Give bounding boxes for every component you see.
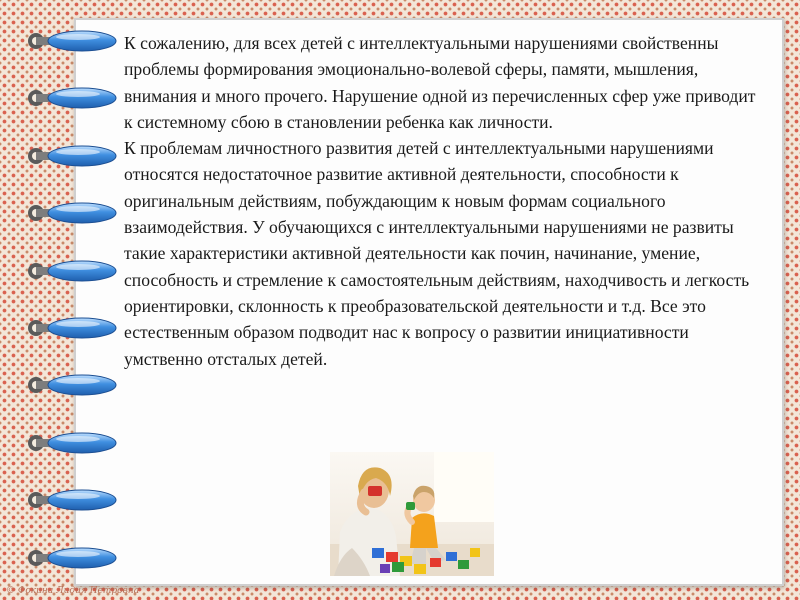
spiral-binding-ring-icon [26, 200, 118, 226]
spiral-binding-ring-icon [26, 258, 118, 284]
photo-illustration [330, 452, 494, 576]
mother-child-photo [330, 452, 494, 576]
spiral-binding-ring-icon [26, 487, 118, 513]
body-text [124, 30, 764, 372]
spiral-binding-ring-icon [26, 28, 118, 54]
spiral-binding-ring-icon [26, 545, 118, 571]
author-watermark: © Фокина Лидия Петровна [6, 586, 140, 596]
spiral-binding [0, 0, 130, 600]
spiral-binding-ring-icon [26, 315, 118, 341]
spiral-binding-ring-icon [26, 430, 118, 456]
paragraph-2: К проблемам личностного развития детей с интеллектуальными нарушениями относятся недостаточное развитие активной деятельности, способности к оригинальным действиям, побуждающим к новым формам социального взаимодействия. У обучающихся с интеллектуальными нарушениями не развиты такие характеристики активной деятельности как почин, начинание, умение, способность и стремление к самостоятельным действиям, находчивость и легкость ориентировки, склонность к преобразовательской деятельности и т.д. Все это естественным образом подводит нас к вопросу о развитии инициативности умственно отсталых детей. [124, 138, 750, 369]
paragraph-1: К сожалению, для всех детей с интеллектуальными нарушениями свойственны проблемы формирования эмоционально-волевой сферы, памяти, мышления, внимания и много прочего. Нарушение одной из перечисленных сфер уже приводит к системному сбою в становлении ребенка как личности. [124, 33, 756, 132]
spiral-binding-ring-icon [26, 143, 118, 169]
spiral-binding-ring-icon [26, 372, 118, 398]
spiral-binding-ring-icon [26, 85, 118, 111]
